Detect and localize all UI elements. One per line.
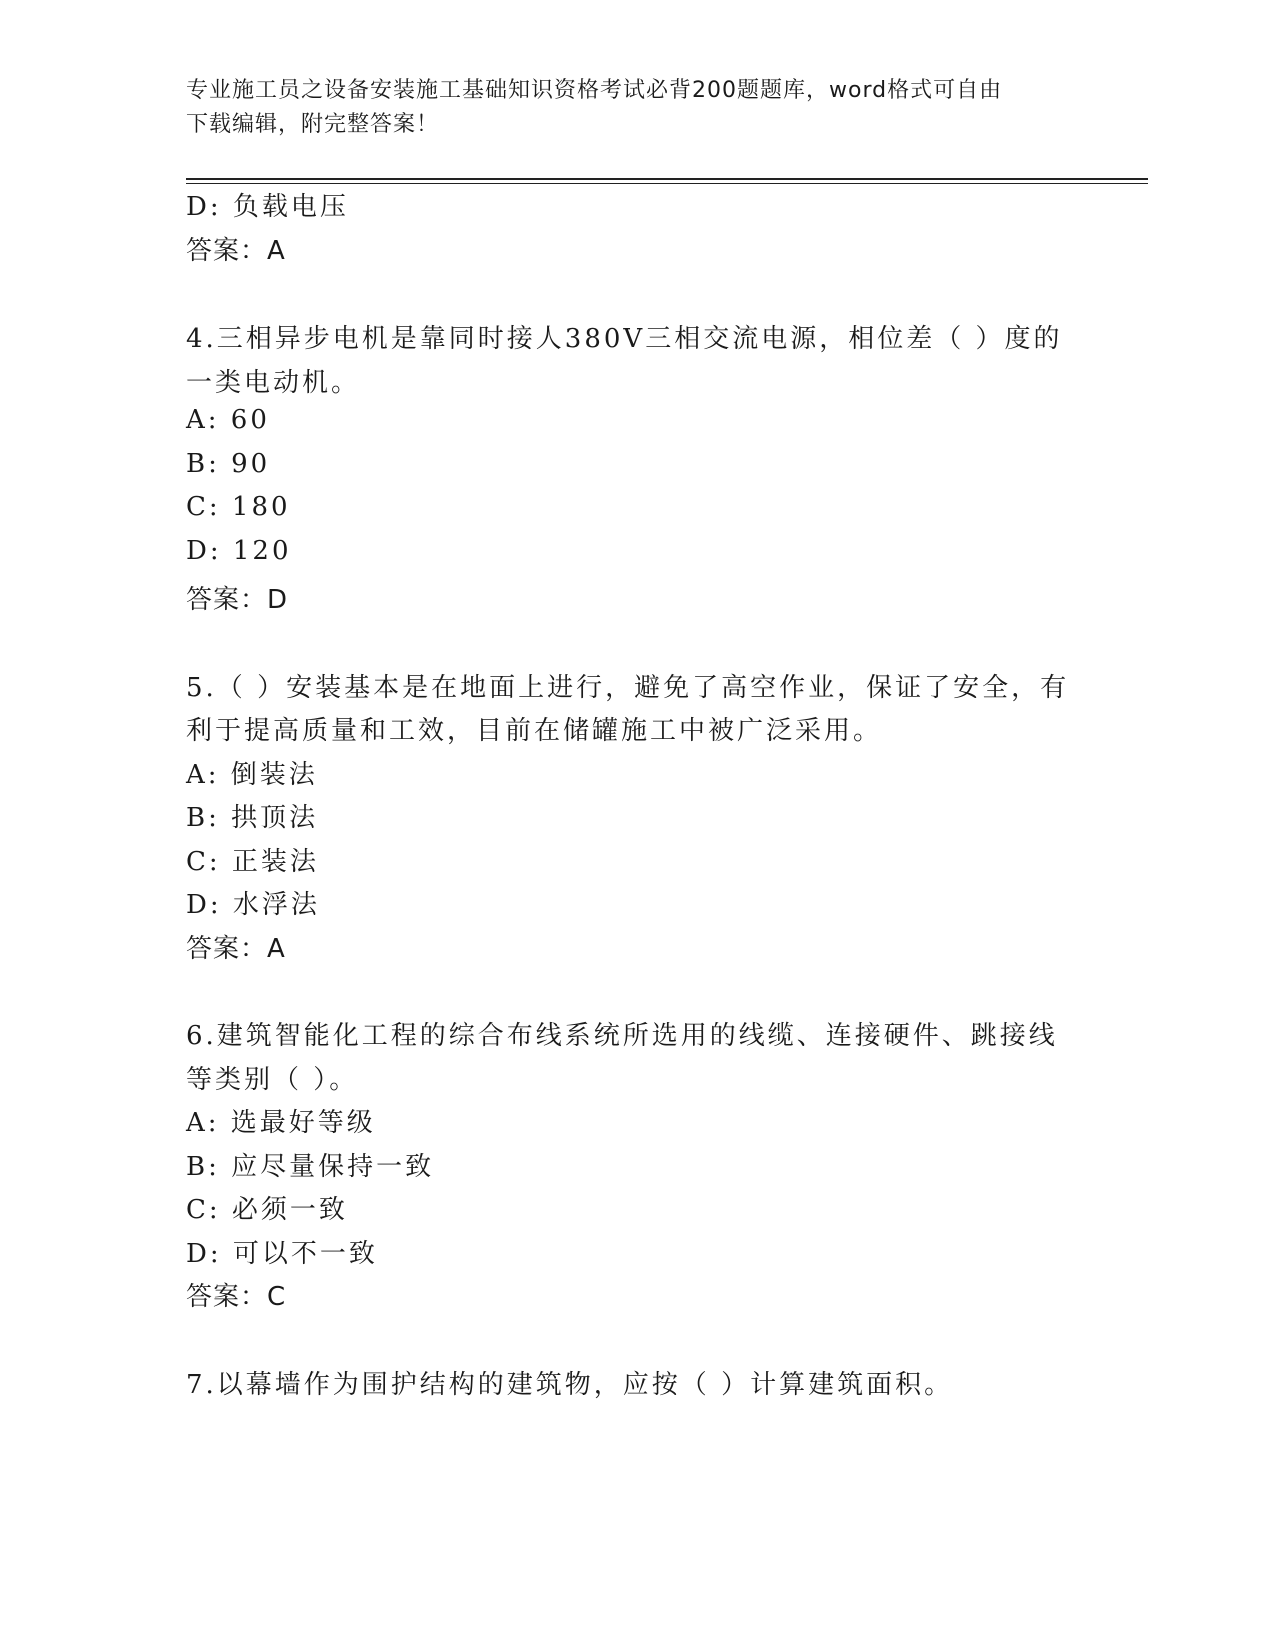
q5-answer: 答案：A	[186, 934, 286, 964]
q5-option-d: D: 水浮法	[186, 890, 320, 920]
q4-option-a: A: 60	[186, 405, 270, 435]
q4-stem-line-2: 一类电动机。	[186, 368, 361, 398]
q4-option-d: D: 120	[186, 536, 292, 566]
header-divider-thin	[186, 183, 1148, 184]
q7-stem-line-1: 7.以幕墙作为围护结构的建筑物，应按（ ）计算建筑面积。	[186, 1370, 954, 1400]
document-header	[186, 74, 1066, 142]
q6-stem-line-1: 6.建筑智能化工程的综合布线系统所选用的线缆、连接硬件、跳接线	[186, 1021, 1058, 1051]
q5-stem-line-2: 利于提高质量和工效，目前在储罐施工中被广泛采用。	[186, 716, 883, 746]
q4-option-c: C: 180	[186, 492, 291, 522]
q5-option-c: C: 正装法	[186, 847, 319, 877]
q5-option-a: A: 倒装法	[186, 760, 318, 790]
q5-option-b: B: 拱顶法	[186, 803, 319, 833]
header-line-1: 专业施工员之设备安装施工基础知识资格考试必背200题题库，word格式可自由	[186, 78, 1003, 103]
q6-option-b: B: 应尽量保持一致	[186, 1152, 435, 1182]
q6-option-c: C: 必须一致	[186, 1195, 348, 1225]
q5-stem-line-1: 5.（ ）安装基本是在地面上进行，避免了高空作业，保证了安全，有	[186, 673, 1070, 703]
q4-answer: 答案：D	[186, 585, 289, 615]
q6-stem-line-2: 等类别（ ）。	[186, 1065, 359, 1095]
q6-option-a: A: 选最好等级	[186, 1108, 376, 1138]
header-divider-thick	[186, 178, 1148, 180]
q4-option-b: B: 90	[186, 449, 271, 479]
prev-option-d: D: 负载电压	[186, 192, 349, 222]
q4-stem-line-1: 4.三相异步电机是靠同时接人380V三相交流电源，相位差（ ）度的	[186, 324, 1063, 354]
q6-option-d: D: 可以不一致	[186, 1239, 378, 1269]
header-line-2: 下载编辑，附完整答案！	[186, 112, 440, 137]
prev-answer: 答案：A	[186, 236, 286, 266]
q6-answer: 答案：C	[186, 1282, 287, 1312]
